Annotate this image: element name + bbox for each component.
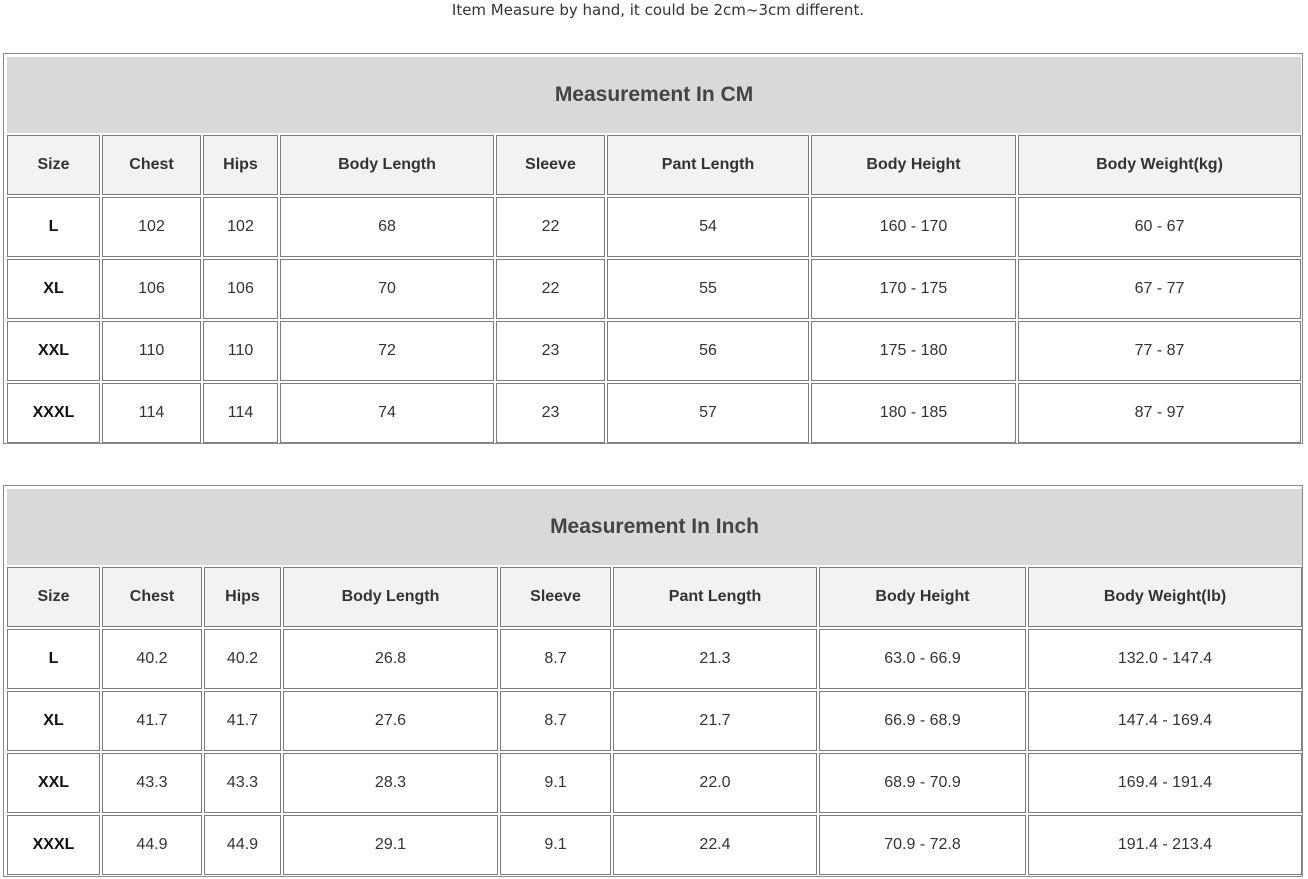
- chest-cell: 102: [102, 197, 201, 257]
- table-row: [7, 197, 1301, 257]
- body-length-cell: 26.8: [283, 629, 498, 689]
- pant-length-cell: 56: [607, 321, 809, 381]
- body-length-cell: 70: [280, 259, 494, 319]
- size-cell: XL: [7, 691, 100, 751]
- body-height-cell: 70.9 - 72.8: [819, 815, 1026, 875]
- body-length-cell: 29.1: [283, 815, 498, 875]
- header-body-length: Body Length: [283, 567, 498, 627]
- header-body-height: Body Height: [819, 567, 1026, 627]
- body-weight-cell: 77 - 87: [1018, 321, 1301, 381]
- hips-cell: 40.2: [204, 629, 281, 689]
- table-row: [7, 629, 1302, 689]
- body-height-cell: 180 - 185: [811, 383, 1016, 443]
- size-cell: XXL: [7, 753, 100, 813]
- pant-length-cell: 21.3: [613, 629, 817, 689]
- header-hips: Hips: [203, 135, 278, 195]
- size-cell: XXXL: [7, 815, 100, 875]
- sleeve-cell: 23: [496, 321, 605, 381]
- body-length-cell: 28.3: [283, 753, 498, 813]
- chest-cell: 43.3: [102, 753, 202, 813]
- chest-cell: 41.7: [102, 691, 202, 751]
- sleeve-cell: 9.1: [500, 753, 611, 813]
- hips-cell: 106: [203, 259, 278, 319]
- table-title: Measurement In CM: [7, 57, 1301, 133]
- size-cell: XL: [7, 259, 100, 319]
- table-title: Measurement In Inch: [7, 489, 1302, 565]
- header-body-length: Body Length: [280, 135, 494, 195]
- header-body-height: Body Height: [811, 135, 1016, 195]
- header-row: [7, 135, 1301, 195]
- chest-cell: 110: [102, 321, 201, 381]
- table-row: [7, 753, 1302, 813]
- chest-cell: 106: [102, 259, 201, 319]
- body-weight-cell: 60 - 67: [1018, 197, 1301, 257]
- hips-cell: 44.9: [204, 815, 281, 875]
- body-weight-cell: 132.0 - 147.4: [1028, 629, 1302, 689]
- header-size: Size: [7, 135, 100, 195]
- body-weight-cell: 191.4 - 213.4: [1028, 815, 1302, 875]
- size-table: [5, 55, 1303, 445]
- header-body-weight: Body Weight(kg): [1018, 135, 1301, 195]
- body-height-cell: 63.0 - 66.9: [819, 629, 1026, 689]
- pant-length-cell: 22.0: [613, 753, 817, 813]
- body-weight-cell: 67 - 77: [1018, 259, 1301, 319]
- header-hips: Hips: [204, 567, 281, 627]
- hips-cell: 110: [203, 321, 278, 381]
- chest-cell: 114: [102, 383, 201, 443]
- header-size: Size: [7, 567, 100, 627]
- size-table: [5, 487, 1304, 877]
- sleeve-cell: 8.7: [500, 629, 611, 689]
- body-height-cell: 66.9 - 68.9: [819, 691, 1026, 751]
- hips-cell: 102: [203, 197, 278, 257]
- body-length-cell: 74: [280, 383, 494, 443]
- body-weight-cell: 169.4 - 191.4: [1028, 753, 1302, 813]
- body-length-cell: 27.6: [283, 691, 498, 751]
- table-row: [7, 259, 1301, 319]
- sleeve-cell: 8.7: [500, 691, 611, 751]
- pant-length-cell: 57: [607, 383, 809, 443]
- body-height-cell: 68.9 - 70.9: [819, 753, 1026, 813]
- measurement-note: Item Measure by hand, it could be 2cm~3cm different.: [451, 1, 865, 19]
- pant-length-cell: 22.4: [613, 815, 817, 875]
- hips-cell: 114: [203, 383, 278, 443]
- inch-size-table: [3, 485, 1303, 877]
- table-row: [7, 815, 1302, 875]
- size-cell: XXXL: [7, 383, 100, 443]
- hips-cell: 43.3: [204, 753, 281, 813]
- header-chest: Chest: [102, 135, 201, 195]
- size-cell: L: [7, 197, 100, 257]
- table-row: [7, 691, 1302, 751]
- body-weight-cell: 147.4 - 169.4: [1028, 691, 1302, 751]
- hips-cell: 41.7: [204, 691, 281, 751]
- pant-length-cell: 54: [607, 197, 809, 257]
- sleeve-cell: 23: [496, 383, 605, 443]
- body-height-cell: 160 - 170: [811, 197, 1016, 257]
- table-row: [7, 321, 1301, 381]
- header-sleeve: Sleeve: [496, 135, 605, 195]
- chest-cell: 40.2: [102, 629, 202, 689]
- body-length-cell: 68: [280, 197, 494, 257]
- header-body-weight: Body Weight(lb): [1028, 567, 1302, 627]
- body-length-cell: 72: [280, 321, 494, 381]
- sleeve-cell: 22: [496, 259, 605, 319]
- body-height-cell: 170 - 175: [811, 259, 1016, 319]
- pant-length-cell: 21.7: [613, 691, 817, 751]
- body-height-cell: 175 - 180: [811, 321, 1016, 381]
- header-pant-length: Pant Length: [607, 135, 809, 195]
- table-row: [7, 383, 1301, 443]
- sleeve-cell: 9.1: [500, 815, 611, 875]
- header-sleeve: Sleeve: [500, 567, 611, 627]
- chest-cell: 44.9: [102, 815, 202, 875]
- header-pant-length: Pant Length: [613, 567, 817, 627]
- cm-size-table: [3, 53, 1303, 444]
- header-row: [7, 567, 1302, 627]
- sleeve-cell: 22: [496, 197, 605, 257]
- body-weight-cell: 87 - 97: [1018, 383, 1301, 443]
- size-cell: XXL: [7, 321, 100, 381]
- header-chest: Chest: [102, 567, 202, 627]
- size-cell: L: [7, 629, 100, 689]
- pant-length-cell: 55: [607, 259, 809, 319]
